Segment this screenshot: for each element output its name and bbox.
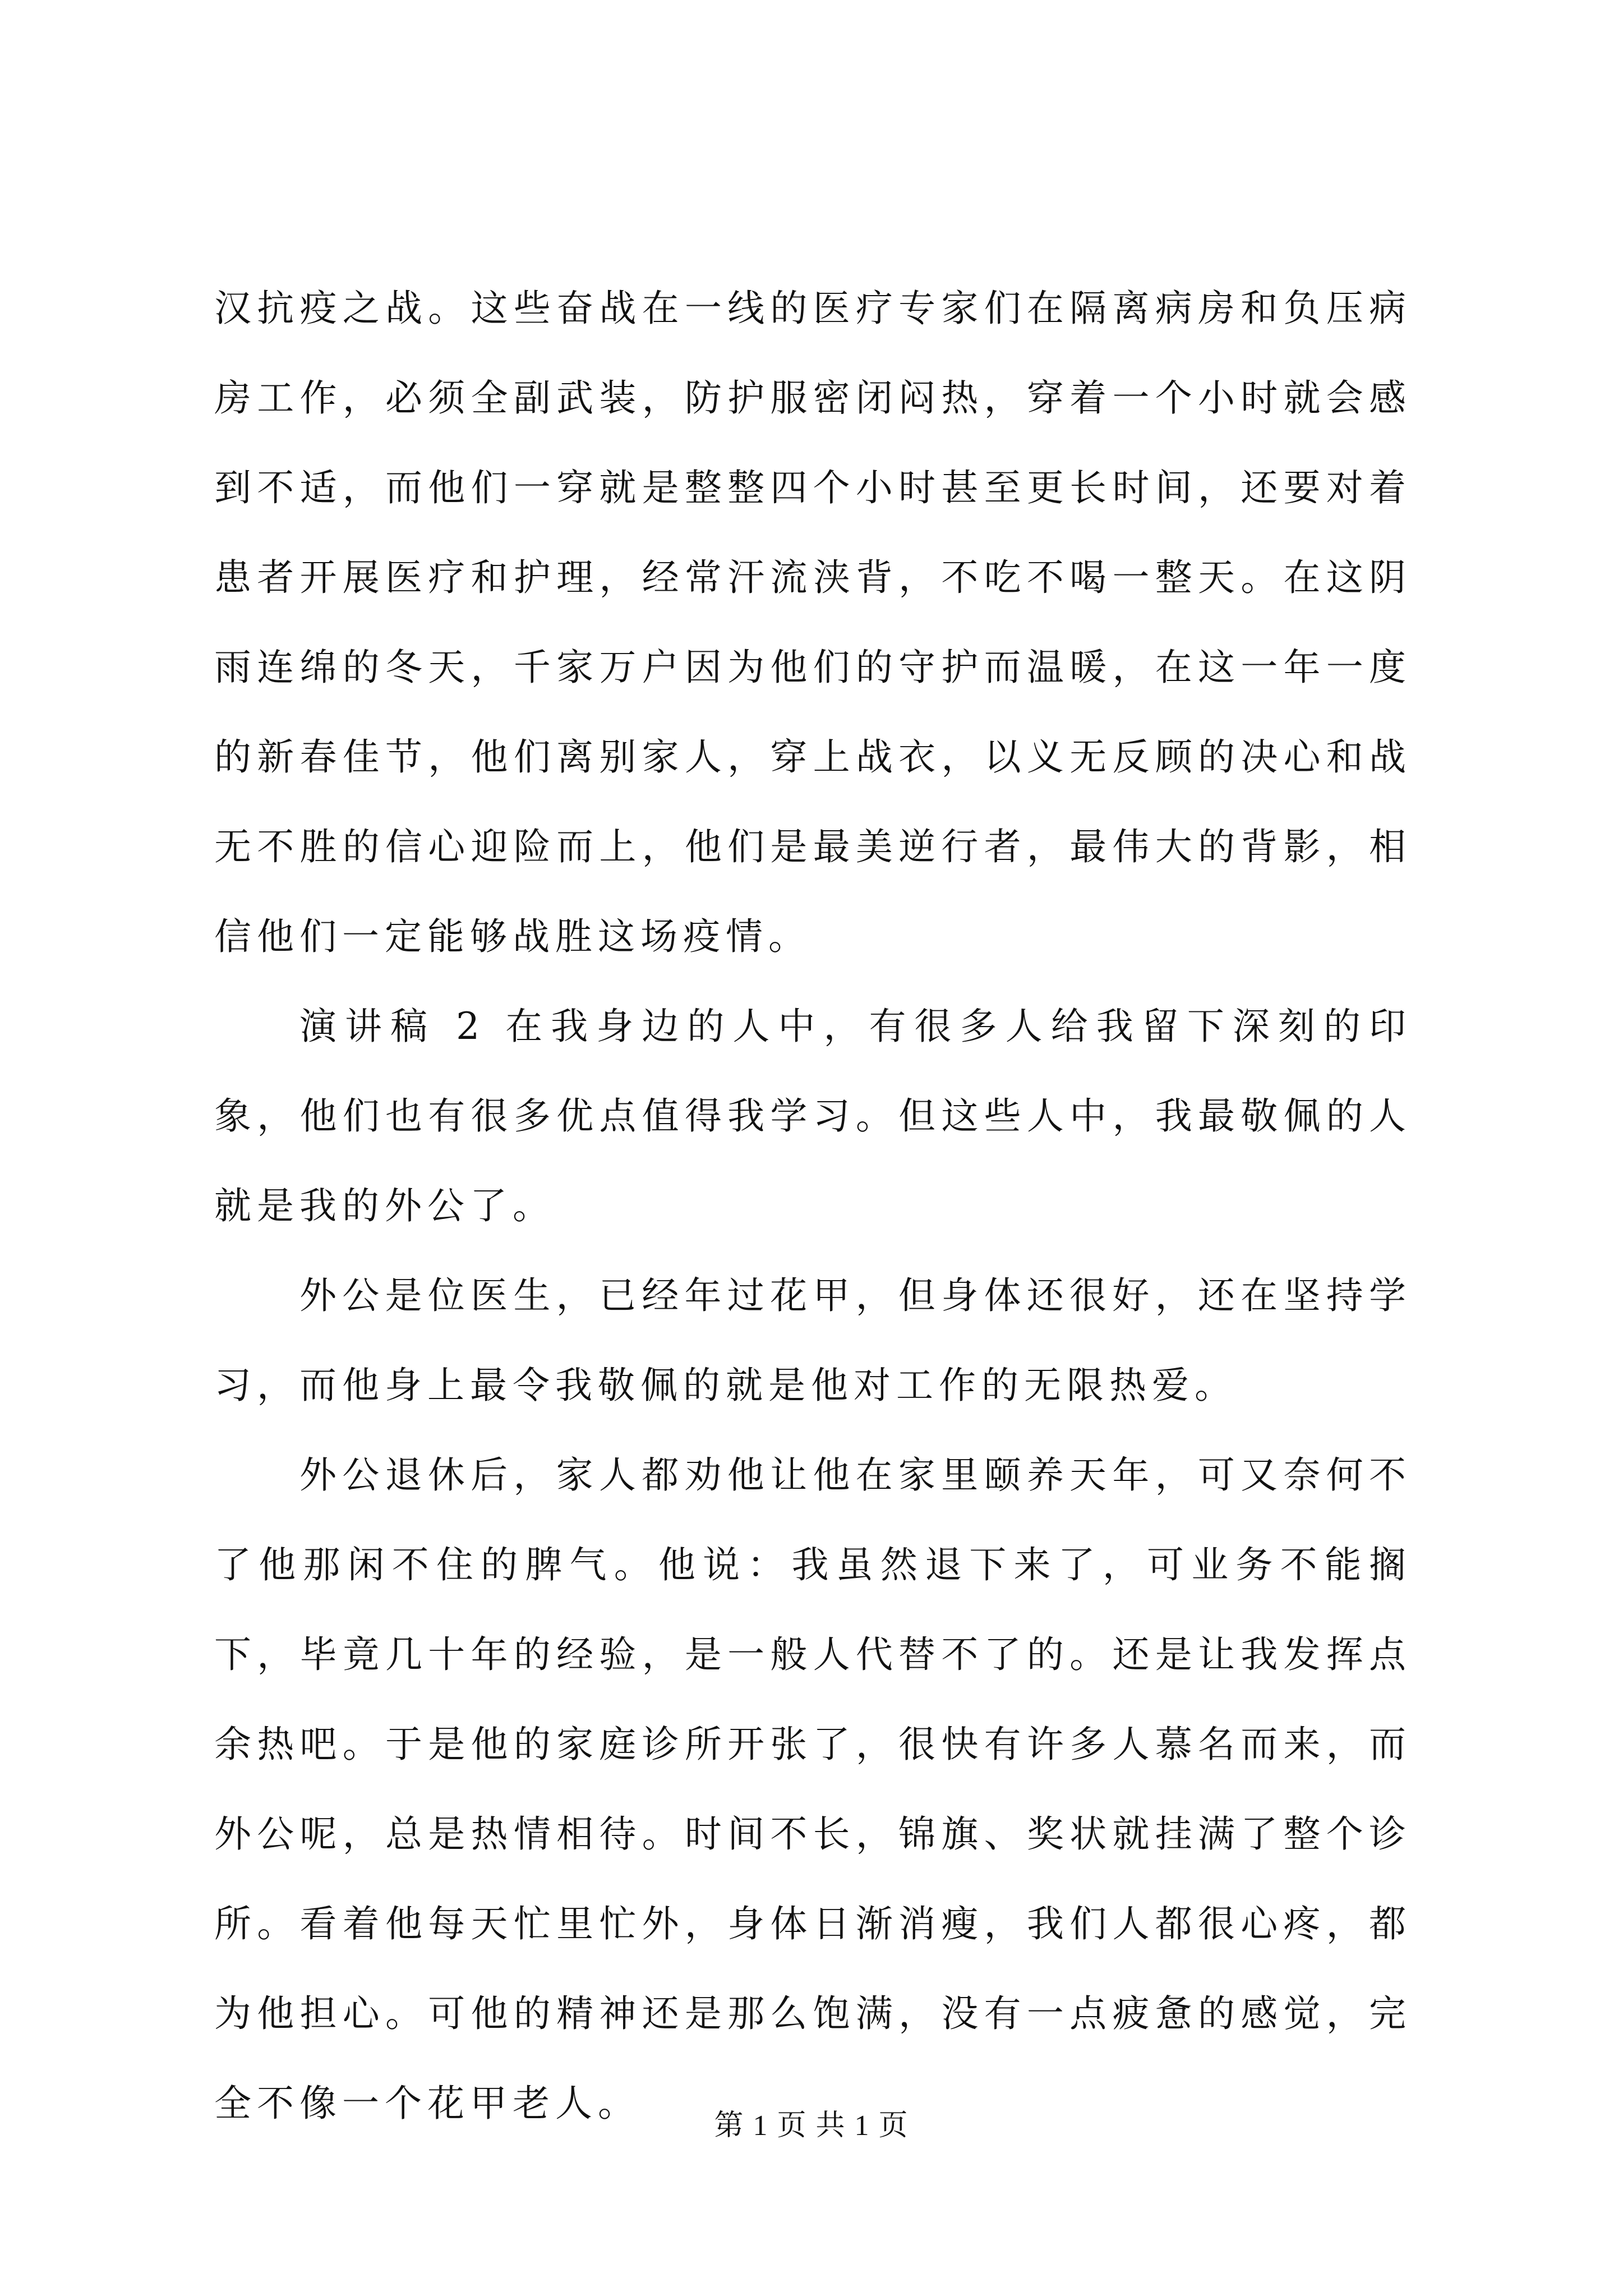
- paragraph-1: 汉抗疫之战。这些奋战在一线的医疗专家们在隔离病房和负压病房工作，必须全副武装，防护服密闭闷热，穿着一个小时就会感到不适，而他们一穿就是整整四个小时甚至更长时间，还要对着患者开展医疗和护理，经常汗流浃背，不吃不喝一整天。在这阴雨连绵的冬天，千家万户因为他们的守护而温暖，在这一年一度的新春佳节，他们离别家人，穿上战衣，以义无反顾的决心和战无不胜的信心迎险而上，他们是最美逆行者，最伟大的背影，相信他们一定能够战胜这场疫情。: [214, 287, 1412, 958]
- page-number-footer: 第 1 页 共 1 页: [714, 2110, 909, 2142]
- paragraph-4: 外公退休后，家人都劝他让他在家里颐养天年，可又奈何不了他那闲不住的脾气。他说：我虽然退下来了，可业务不能搁下，毕竟几十年的经验，是一般人代替不了的。还是让我发挥点余热吧。于是他的家庭诊所开张了，很快有许多人慕名而来，而外公呢，总是热情相待。时间不长，锦旗、奖状就挂满了整个诊所。看着他每天忙里忙外，身体日渐消瘦，我们人都很心疼，都为他担心。可他的精神还是那么饱满，没有一点疲惫的感觉，完全不像一个花甲老人。: [214, 1453, 1412, 2125]
- paragraph-3: 外公是位医生，已经年过花甲，但身体还很好，还在坚持学习，而他身上最令我敬佩的就是他对工作的无限热爱。: [214, 1274, 1412, 1407]
- document-body: [214, 264, 1412, 2148]
- paragraph-2: 演讲稿 2 在我身边的人中，有很多人给我留下深刻的印象，他们也有很多优点值得我学习。但这些人中，我最敬佩的人就是我的外公了。: [214, 1005, 1412, 1227]
